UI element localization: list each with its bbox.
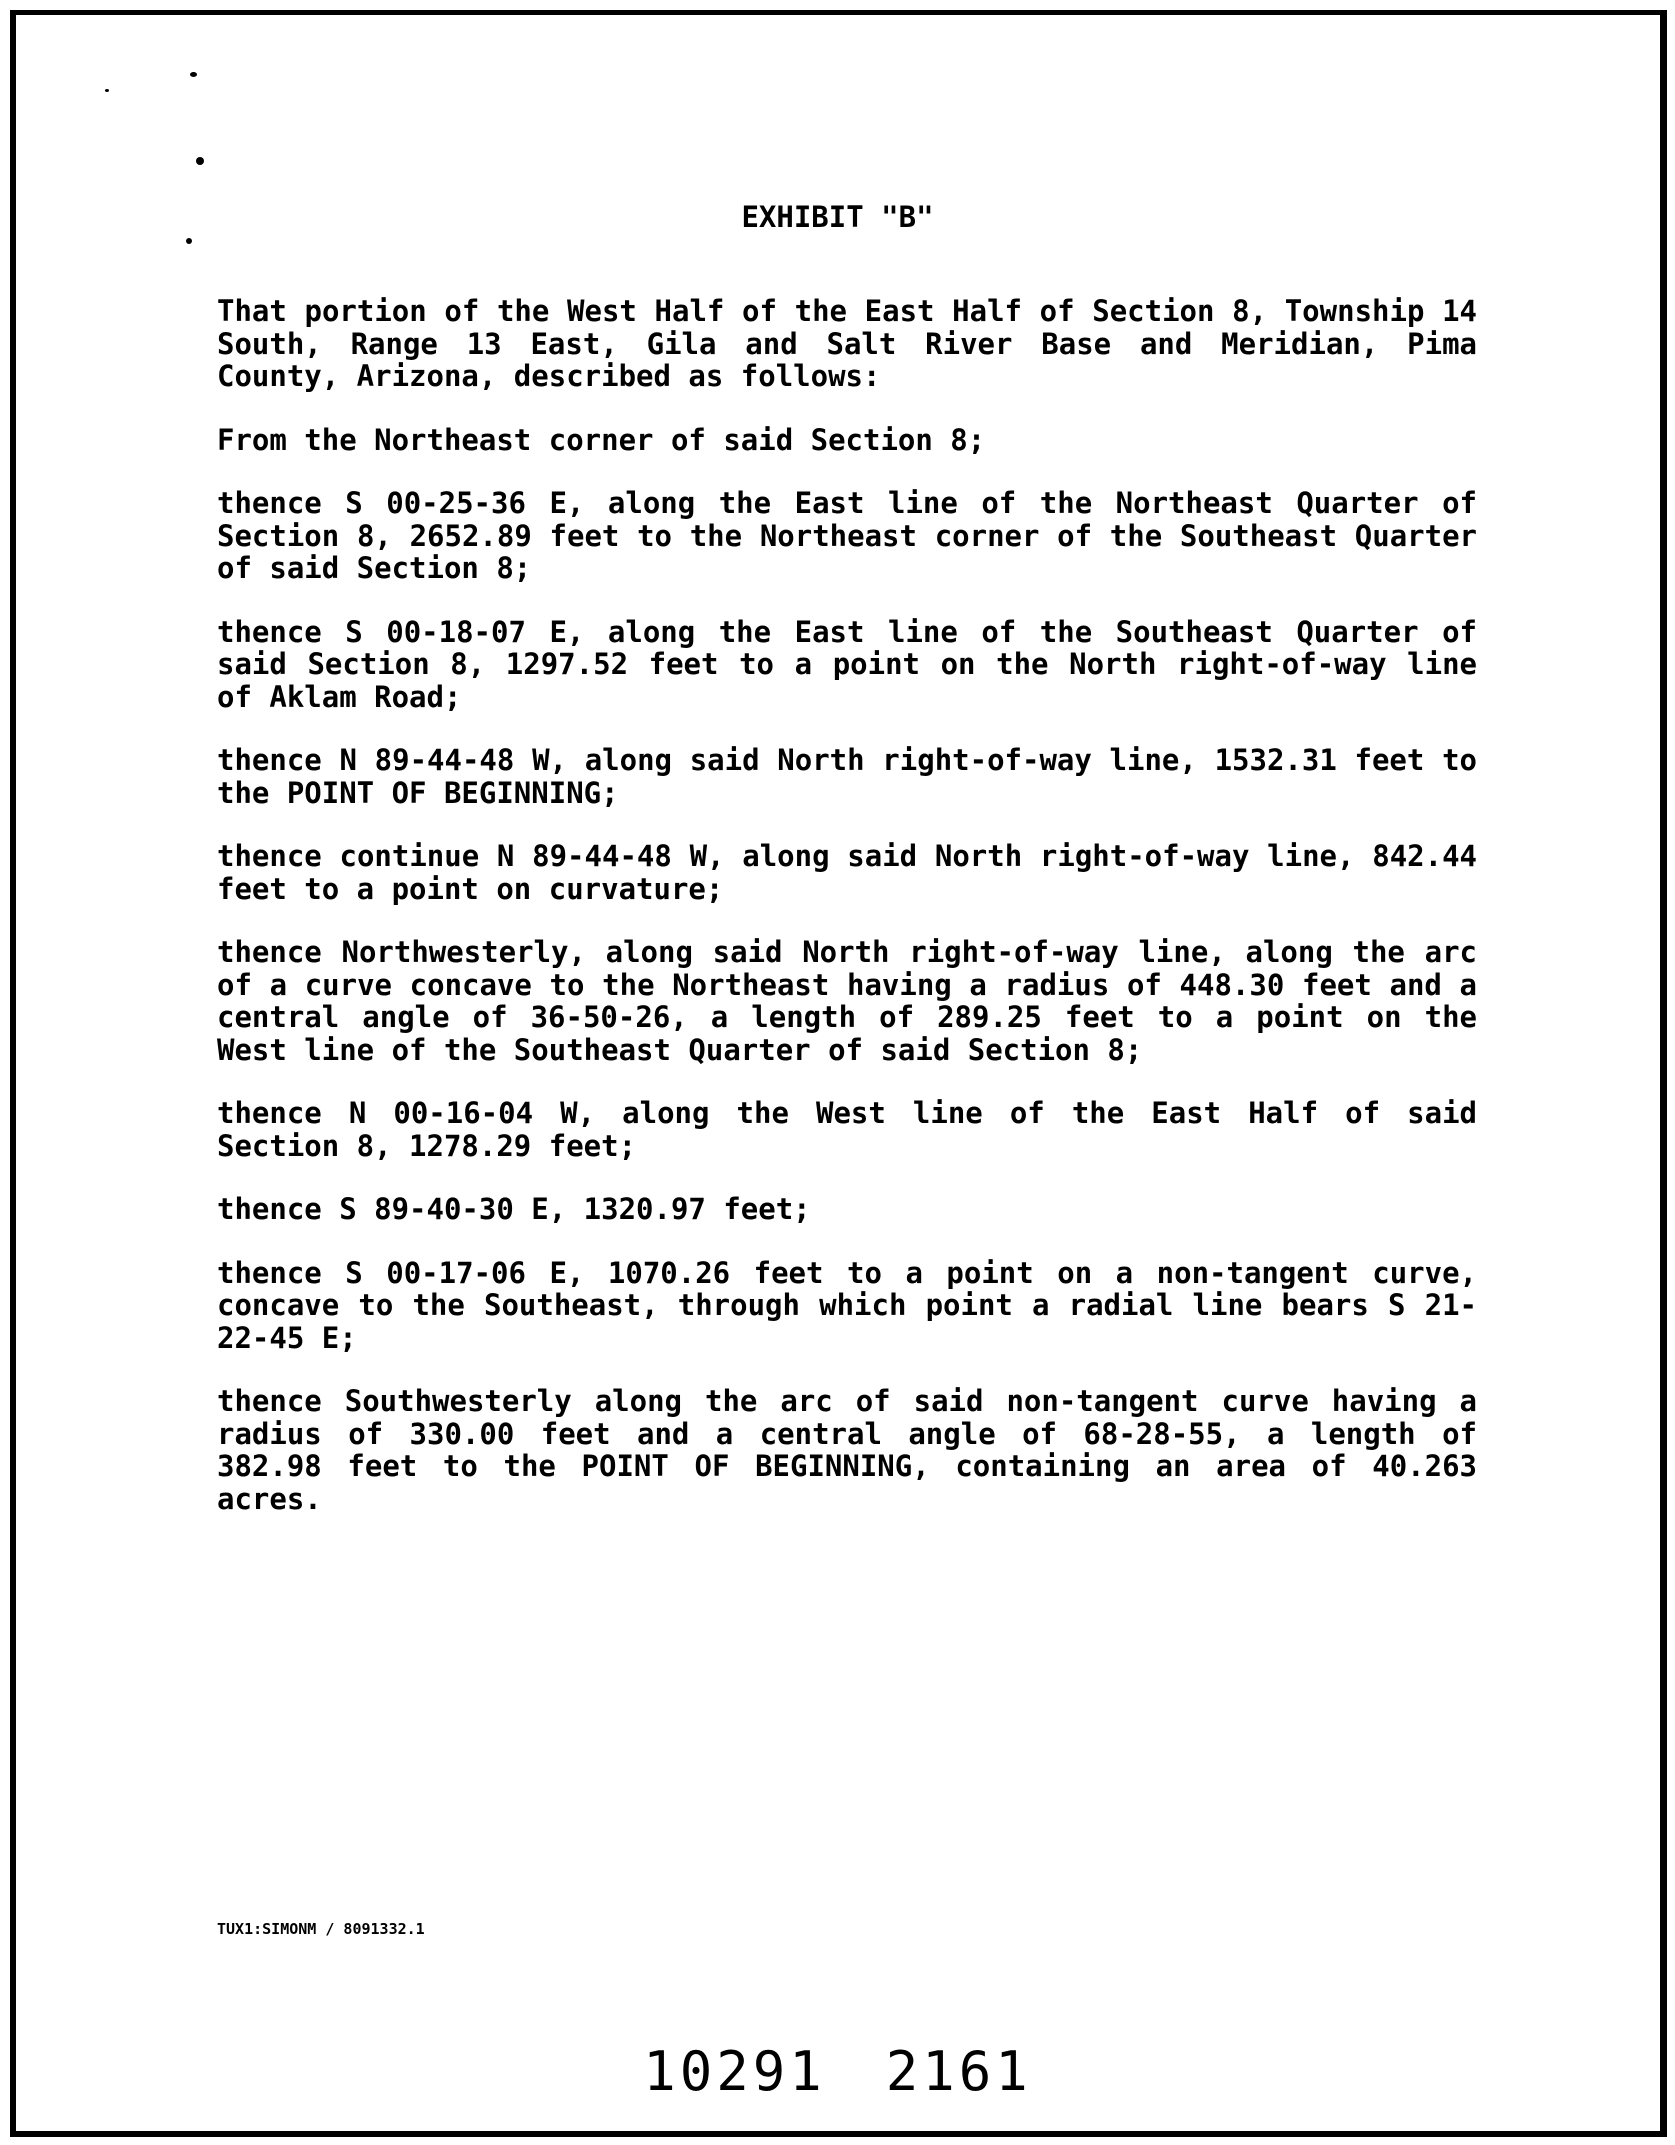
scan-speck <box>105 89 109 92</box>
paragraph-commencement: From the Northeast corner of said Section 8; <box>217 422 986 457</box>
paragraph-course-6: thence N 00-16-04 W, along the West line of the East Half of said Section 8, 1278.29 feet; <box>217 1096 1477 1163</box>
scan-speck <box>196 157 204 165</box>
stamp-book-number: 10291 <box>643 2040 826 2103</box>
document-reference: TUX1:SIMONM / 8091332.1 <box>217 1920 425 1938</box>
paragraph-course-1: thence S 00-25-36 E, along the East line of the Northeast Quarter of Section 8, 2652.89 feet to the Northeast corner of the Southeast Quarter of said Section 8; <box>217 486 1477 585</box>
paragraph-course-9: thence Southwesterly along the arc of said non-tangent curve having a radius of 330.00 feet and a central angle of 68-28-55, a length of 382.98 feet to the POINT OF BEGINNING, containing an area of 40.263 acres. <box>217 1384 1477 1516</box>
stamp-page-number: 2161 <box>885 2040 1032 2103</box>
exhibit-title: EXHIBIT "B" <box>741 200 934 234</box>
recording-stamp <box>0 2040 1675 2103</box>
scan-speck <box>186 238 192 244</box>
paragraph-course-2: thence S 00-18-07 E, along the East line of the Southeast Quarter of said Section 8, 1297.52 feet to a point on the North right-of-way line of Aklam Road; <box>217 614 1477 714</box>
scan-speck <box>190 72 197 77</box>
paragraph-course-7: thence S 89-40-30 E, 1320.97 feet; <box>217 1192 811 1226</box>
paragraph-course-8: thence S 00-17-06 E, 1070.26 feet to a point on a non-tangent curve, concave to the Southeast, through which point a radial line bears S 21-22-45 E; <box>217 1255 1477 1355</box>
paragraph-course-5: thence Northwesterly, along said North right-of-way line, along the arc of a curve concave to the Northeast having a radius of 448.30 feet and a central angle of 36-50-26, a length of 289.25 feet to a point on the West line of the Southeast Quarter of said Section 8; <box>217 935 1477 1067</box>
paragraph-course-3: thence N 89-44-48 W, along said North right-of-way line, 1532.31 feet to the POINT OF BEGINNING; <box>217 743 1477 810</box>
legal-description <box>217 295 1477 1546</box>
paragraph-course-4: thence continue N 89-44-48 W, along said North right-of-way line, 842.44 feet to a point on curvature; <box>217 839 1477 906</box>
paragraph-intro: That portion of the West Half of the East Half of Section 8, Township 14 South, Range 13 East, Gila and Salt River Base and Meridian, Pima County, Arizona, described as follows: <box>217 294 1477 393</box>
